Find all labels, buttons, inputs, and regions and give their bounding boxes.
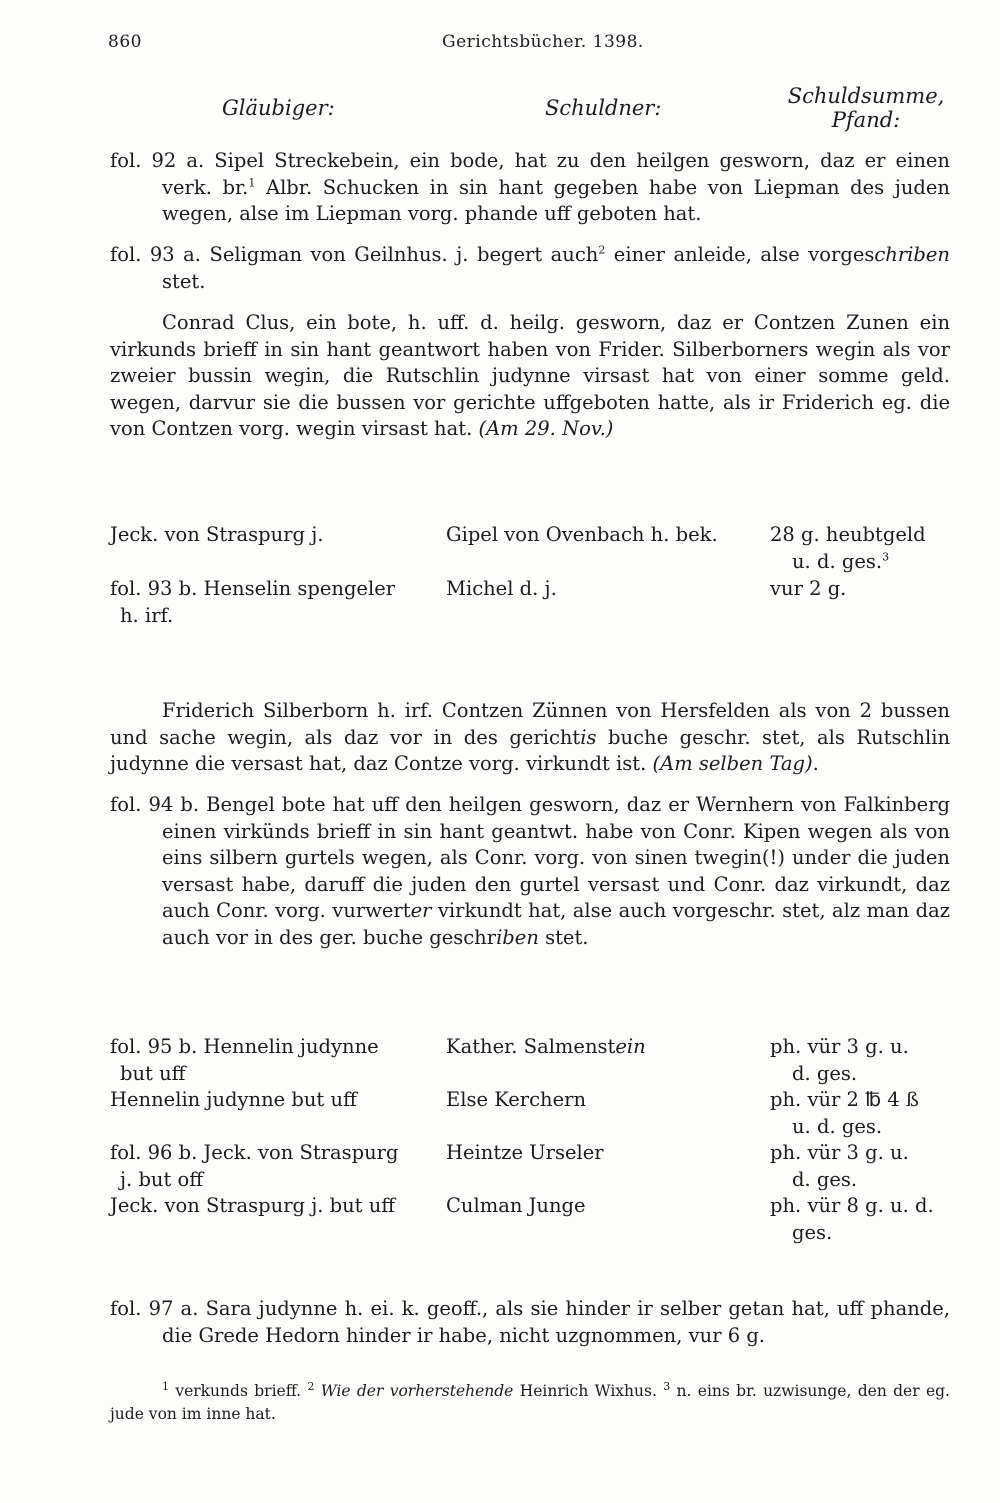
debtor-cell: Gipel von Ovenbach h. bek.	[446, 523, 718, 546]
entry-text: Bengel bote hat uff den heilgen gesworn, daz er Wernhern von Falkinberg einen virkünds brieff in sin hant geantwt. habe von Conr. Kipen wegen als von eins silbern gurtels wegen, als Conr. vorg. von sinen twegin(!) under die juden versast habe, daruff die juden den gurtel versast und Conr. daz virkundt, daz auch Conr. vorg. vurwert	[162, 793, 950, 922]
amount-line: ph. vür 3 g. u.	[770, 1035, 909, 1058]
amount-line-2: u. d. ges.$^3$	[792, 549, 890, 573]
entry-date: (Am selben Tag)	[652, 752, 813, 775]
entry-text: Friderich Silberborn h. irf. Contzen Zünnen von Hersfelden als von 2 bussen und sache wegin, als daz vor in des gericht	[110, 699, 950, 749]
entry-friderich-silberborn: Friderich Silberborn h. irf. Contzen Zünnen von Hersfelden als von 2 bussen und sache wegin, als daz vor in des gerichtis buche geschr. stet, als Rutschlin judynne die versast hat, daz Contze vorg. virkundt ist. (Am selben Tag).	[110, 699, 950, 775]
column-head-debtor: Schuldner:	[545, 96, 662, 120]
amount-line: 28 g. heubtgeld	[770, 523, 926, 546]
folio-ref: fol. 93 a.	[110, 243, 201, 266]
column-head-amount-line1: Schuldsumme,	[787, 84, 945, 108]
creditor-line-2: h. irf.	[120, 603, 174, 627]
creditor-line: fol. 96 b. Jeck. von Straspurg	[110, 1141, 399, 1164]
running-title: Gerichtsbücher. 1398.	[442, 32, 644, 52]
page-number: 860	[108, 32, 142, 52]
entry-text: Albr. Schucken in sin hant gegeben habe von Liepman des juden wegen, alse im Liepman vorg. phande uff geboten hat.	[162, 175, 950, 225]
entry-text: Sipel Streckebein, ein bode, hat zu den heilgen gesworn, daz er einen verk. br.	[162, 149, 950, 199]
debtor-cell: Heintze Urseler	[446, 1141, 604, 1164]
entry-text-italic: iben	[496, 925, 539, 949]
amount-cell	[770, 1193, 950, 1246]
amount-line-2: u. d. ges.	[792, 1114, 883, 1138]
creditor-line-2: j. but off	[120, 1167, 204, 1191]
amount-cell	[770, 1087, 950, 1140]
folio-ref: fol. 92 a.	[110, 149, 205, 172]
footnote-marker: 1	[248, 176, 256, 189]
footnote-number: 1	[162, 1379, 169, 1393]
entry-text: Sara judynne h. ei. k. geoff., als sie hinder ir selber getan hat, uff phande, die Grede Hedorn hinder ir habe, nicht uzgnommen, vur 6 g.	[162, 1297, 950, 1347]
entry-text: virkundt hat, alse auch vorgeschr. stet, alz man daz auch vor in des ger. buche geschr	[162, 899, 951, 949]
entry-text: einer anleide, alse vorges	[605, 243, 875, 266]
amount-line-2: ges.	[792, 1220, 833, 1244]
footnote-number: 2	[307, 1379, 315, 1393]
creditor-cell	[110, 1140, 435, 1193]
footnote-marker: 2	[598, 243, 606, 257]
creditor-line: fol. 95 b. Hennelin judynne	[110, 1035, 379, 1058]
amount-line-2: d. ges.	[792, 1167, 858, 1191]
column-head-amount-line2: Pfand:	[831, 108, 901, 132]
creditor-cell: Jeck. von Straspurg j.	[110, 523, 324, 546]
entry-date: (Am 29. Nov.)	[478, 417, 614, 440]
amount-line: ph. vür 3 g. u.	[770, 1141, 909, 1164]
debtor-cell: Else Kerchern	[446, 1088, 587, 1111]
amount-cell	[770, 1140, 950, 1193]
folio-ref: fol. 94 b.	[110, 793, 200, 816]
entry-text: stet.	[162, 269, 206, 293]
entry-text-italic: chriben	[874, 243, 950, 266]
footnote-marker: 3	[882, 550, 890, 563]
creditor-cell: Hennelin judynne but uff	[110, 1088, 357, 1111]
entry-text: buche geschr. stet, als Rutschlin judynne die versast hat, daz Contze vorg. virkundt ist.	[110, 725, 950, 775]
debtor-cell: Kather. Salmenstein	[446, 1035, 646, 1058]
entry-text: Seligman von Geilnhus. j. begert auch	[201, 243, 599, 266]
footnotes: $^1$ verkunds brieff. $^2$ Wie der vorherstehende Heinrich Wixhus. $^3$ n. eins br. uzwisunge, den der eg. jude von im inne hat.	[110, 1379, 950, 1423]
creditor-line: fol. 93 b. Henselin spengeler	[110, 577, 396, 600]
entry-conrad-clus	[110, 310, 950, 443]
entry-text: Conrad Clus, ein bote, h. uff. d. heilg. gesworn, daz er Contzen Zunen ein virkunds brieff in sin hant geantwort haben von Frider. Silberborners wegin als vor zweier bussin wegin, die Rutschlin judynne virsast hat von einer somme geld. wegen, darvur sie die bussen vor gerichte uffgeboten hatte, als ir Friderich eg. die von Contzen vorg. wegin virsast hat.	[110, 311, 950, 440]
amount-line-2: d. ges.	[792, 1061, 858, 1085]
folio-ref: fol. 97 a.	[110, 1297, 199, 1320]
debtor-cell: Michel d. j.	[446, 577, 557, 600]
creditor-line-2: but uff	[120, 1061, 186, 1085]
amount-cell: vur 2 g.	[770, 577, 847, 600]
creditor-cell	[110, 576, 435, 629]
entry-text-italic: er	[410, 899, 432, 922]
amount-line: ph. vür 8 g. u. d.	[770, 1194, 934, 1217]
entry-fol-94b	[110, 792, 950, 951]
debtor-cell: Culman Junge	[446, 1194, 586, 1217]
entry-fol-97a	[110, 1296, 950, 1349]
footnote-number: 3	[663, 1379, 671, 1393]
entry-text: stet.	[538, 925, 589, 949]
amount-cell	[770, 1034, 950, 1087]
amount-cell	[770, 522, 950, 575]
entry-text-italic: is	[580, 725, 597, 749]
amount-line: ph. vür 2 ℔ 4 ß	[770, 1088, 919, 1111]
entry-fol-93a	[110, 242, 950, 295]
creditor-cell	[110, 1034, 435, 1087]
entry-fol-92a	[110, 148, 950, 228]
creditor-cell: Jeck. von Straspurg j. but uff	[110, 1194, 396, 1217]
column-head-creditor: Gläubiger:	[222, 96, 335, 120]
column-head-amount	[786, 84, 946, 132]
